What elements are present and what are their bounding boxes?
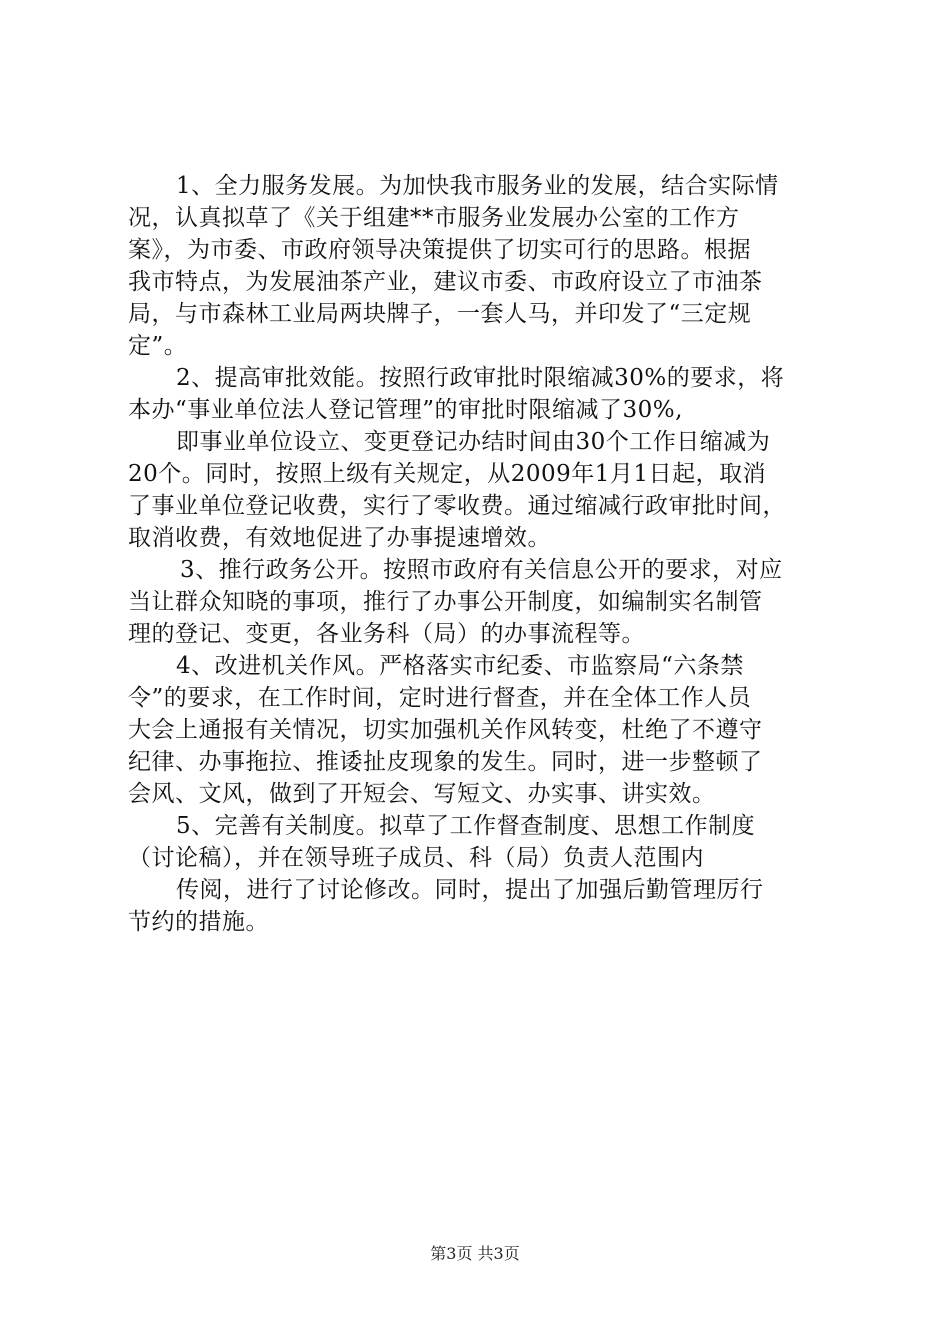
text-line: 纪律、办事拖拉、推诿扯皮现象的发生。同时，进一步整顿了: [128, 749, 763, 775]
text-line: 会风、文风，做到了开短会、写短文、办实事、讲实效。: [128, 781, 716, 807]
text-line: 2、提高审批效能。按照行政审批时限缩减30%的要求，将: [176, 365, 785, 391]
paragraph-service-development: [128, 170, 840, 362]
text-line: 传阅，进行了讨论修改。同时，提出了加强后勤管理厉行: [176, 877, 764, 903]
text-line: 定”。: [128, 333, 188, 359]
text-line: 取消收费，有效地促进了办事提速增效。: [128, 525, 551, 551]
text-line: 局，与市森林工业局两块牌子，一套人马，并印发了“三定规: [128, 301, 752, 327]
text-line: 本办“事业单位法人登记管理”的审批时限缩减了30%,: [128, 397, 683, 423]
text-line: 5、完善有关制度。拟草了工作督查制度、思想工作制度: [176, 813, 756, 839]
text-line: 即事业单位设立、变更登记办结时间由30个工作日缩减为: [176, 429, 771, 455]
text-line: 理的登记、变更，各业务科（局）的办事流程等。: [128, 621, 645, 647]
paragraph-approval-continued: [128, 426, 840, 554]
paragraph-regulations-continued: [128, 874, 840, 938]
text-line: 4、改进机关作风。严格落实市纪委、市监察局“六条禁: [176, 653, 744, 679]
text-line: 我市特点，为发展油茶产业，建议市委、市政府设立了市油茶: [128, 269, 763, 295]
text-line: 况，认真拟草了《关于组建**市服务业发展办公室的工作方: [128, 205, 740, 231]
paragraph-regulations: [128, 810, 840, 874]
page-footer: 第3页 共3页: [430, 1244, 520, 1263]
text-line: 令”的要求，在工作时间，定时进行督查，并在全体工作人员: [128, 685, 752, 711]
text-line: 案》，为市委、市政府领导决策提供了切实可行的思路。根据: [128, 237, 751, 263]
text-line: 了事业单位登记收费，实行了零收费。通过缩减行政审批时间，: [128, 493, 786, 519]
paragraph-approval-efficiency: [128, 362, 840, 426]
text-line: 大会上通报有关情况，切实加强机关作风转变，杜绝了不遵守: [128, 717, 763, 743]
text-line: 节约的措施。: [128, 909, 269, 935]
text-line: 当让群众知晓的事项，推行了办事公开制度，如编制实名制管: [128, 589, 763, 615]
text-line: 3、推行政务公开。按照市政府有关信息公开的要求，对应: [180, 557, 783, 583]
text-line: （讨论稿），并在领导班子成员、科（局）负责人范围内: [128, 845, 704, 871]
text-line: 20个。同时，按照上级有关规定，从2009年1月1日起，取消: [128, 461, 767, 487]
paragraph-government-openness: [128, 554, 840, 650]
text-line: 1、全力服务发展。为加快我市服务业的发展，结合实际情: [176, 173, 779, 199]
paragraph-work-style: [128, 650, 840, 810]
document-body: [128, 170, 840, 938]
